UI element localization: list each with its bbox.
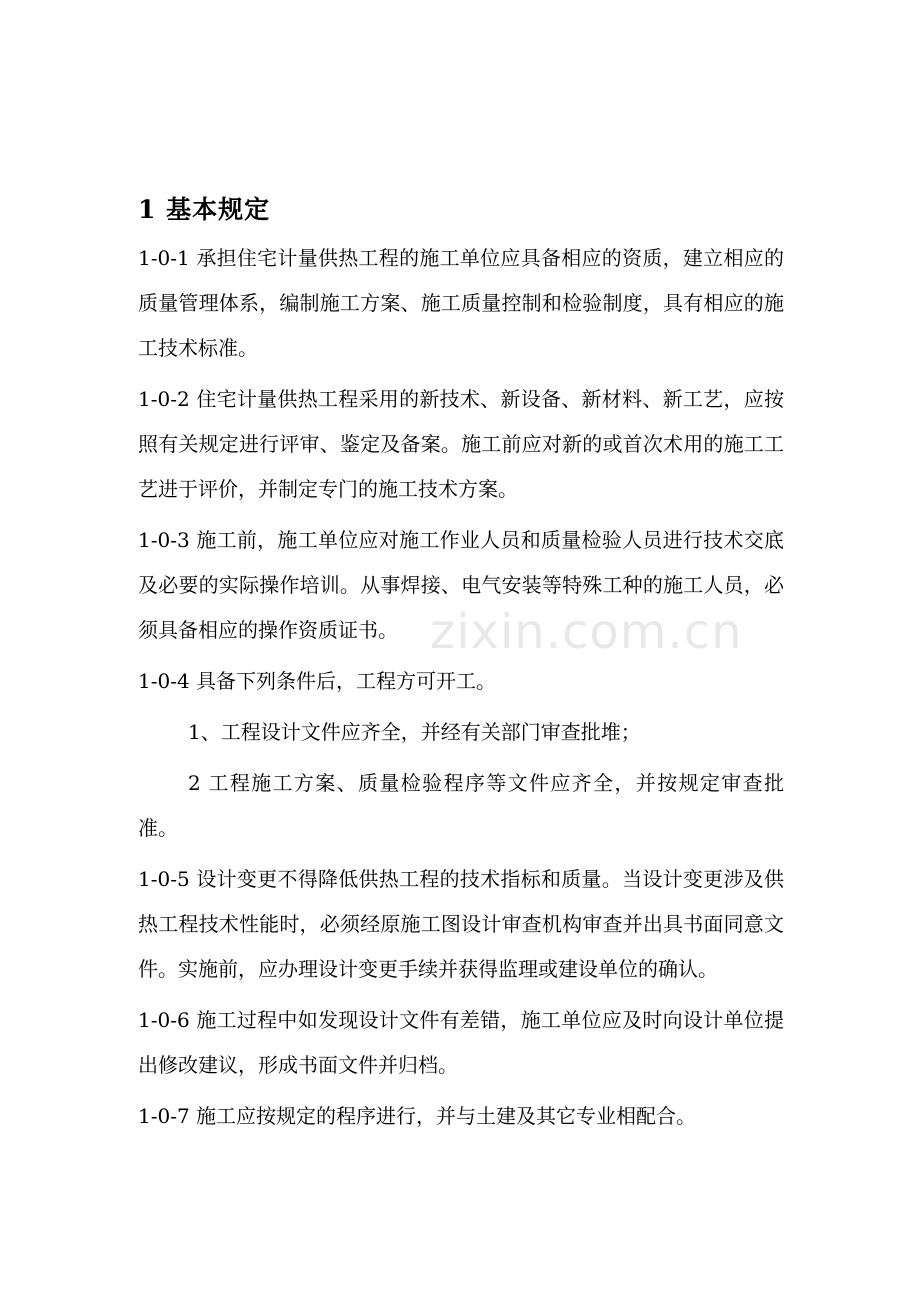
document-body xyxy=(138,236,784,1145)
paragraph-1-0-3: 1-0-3 施工前，施工单位应对施工作业人员和质量检验人员进行技术交底及必要的实际操作培训。从事焊接、电气安装等特殊工种的施工人员，必须具备相应的操作资质证书。 xyxy=(138,528,784,642)
paragraph-1-0-6: 1-0-6 施工过程中如发现设计文件有差错，施工单位应及时向设计单位提出修改建议，形成书面文件并归档。 xyxy=(138,1008,784,1077)
paragraph-1-0-7: 1-0-7 施工应按规定的程序进行，并与土建及其它专业相配合。 xyxy=(138,1104,697,1128)
paragraph-1-0-2: 1-0-2 住宅计量供热工程采用的新技术、新设备、新材料、新工艺，应按照有关规定进行评审、鉴定及备案。施工前应对新的或首次术用的施工工艺进于评价，并制定专门的施工技术方案。 xyxy=(138,387,784,501)
watermark: zixin.com.cn xyxy=(430,604,743,660)
paragraph-1-0-1: 1-0-1 承担住宅计量供热工程的施工单位应具备相应的资质，建立相应的质量管理体系，编制施工方案、施工质量控制和检验制度，具有相应的施工技术标准。 xyxy=(138,246,784,360)
paragraph-1-0-5: 1-0-5 设计变更不得降低供热工程的技术指标和质量。当设计变更涉及供热工程技术性能时，必须经原施工图设计审查机构审查并出具书面同意文件。实施前，应办理设计变更手续并获得监理或建设单位的确认。 xyxy=(138,867,784,981)
paragraph-1-0-4: 1-0-4 具备下列条件后，工程方可开工。 xyxy=(138,669,497,693)
list-item-1: 1、工程设计文件应齐全，并经有关部门审查批堆； xyxy=(188,720,641,744)
list-item-2: 2 工程施工方案、质量检验程序等文件应齐全，并按规定审查批准。 xyxy=(138,771,784,840)
section-title: 1 基本规定 xyxy=(138,195,271,224)
